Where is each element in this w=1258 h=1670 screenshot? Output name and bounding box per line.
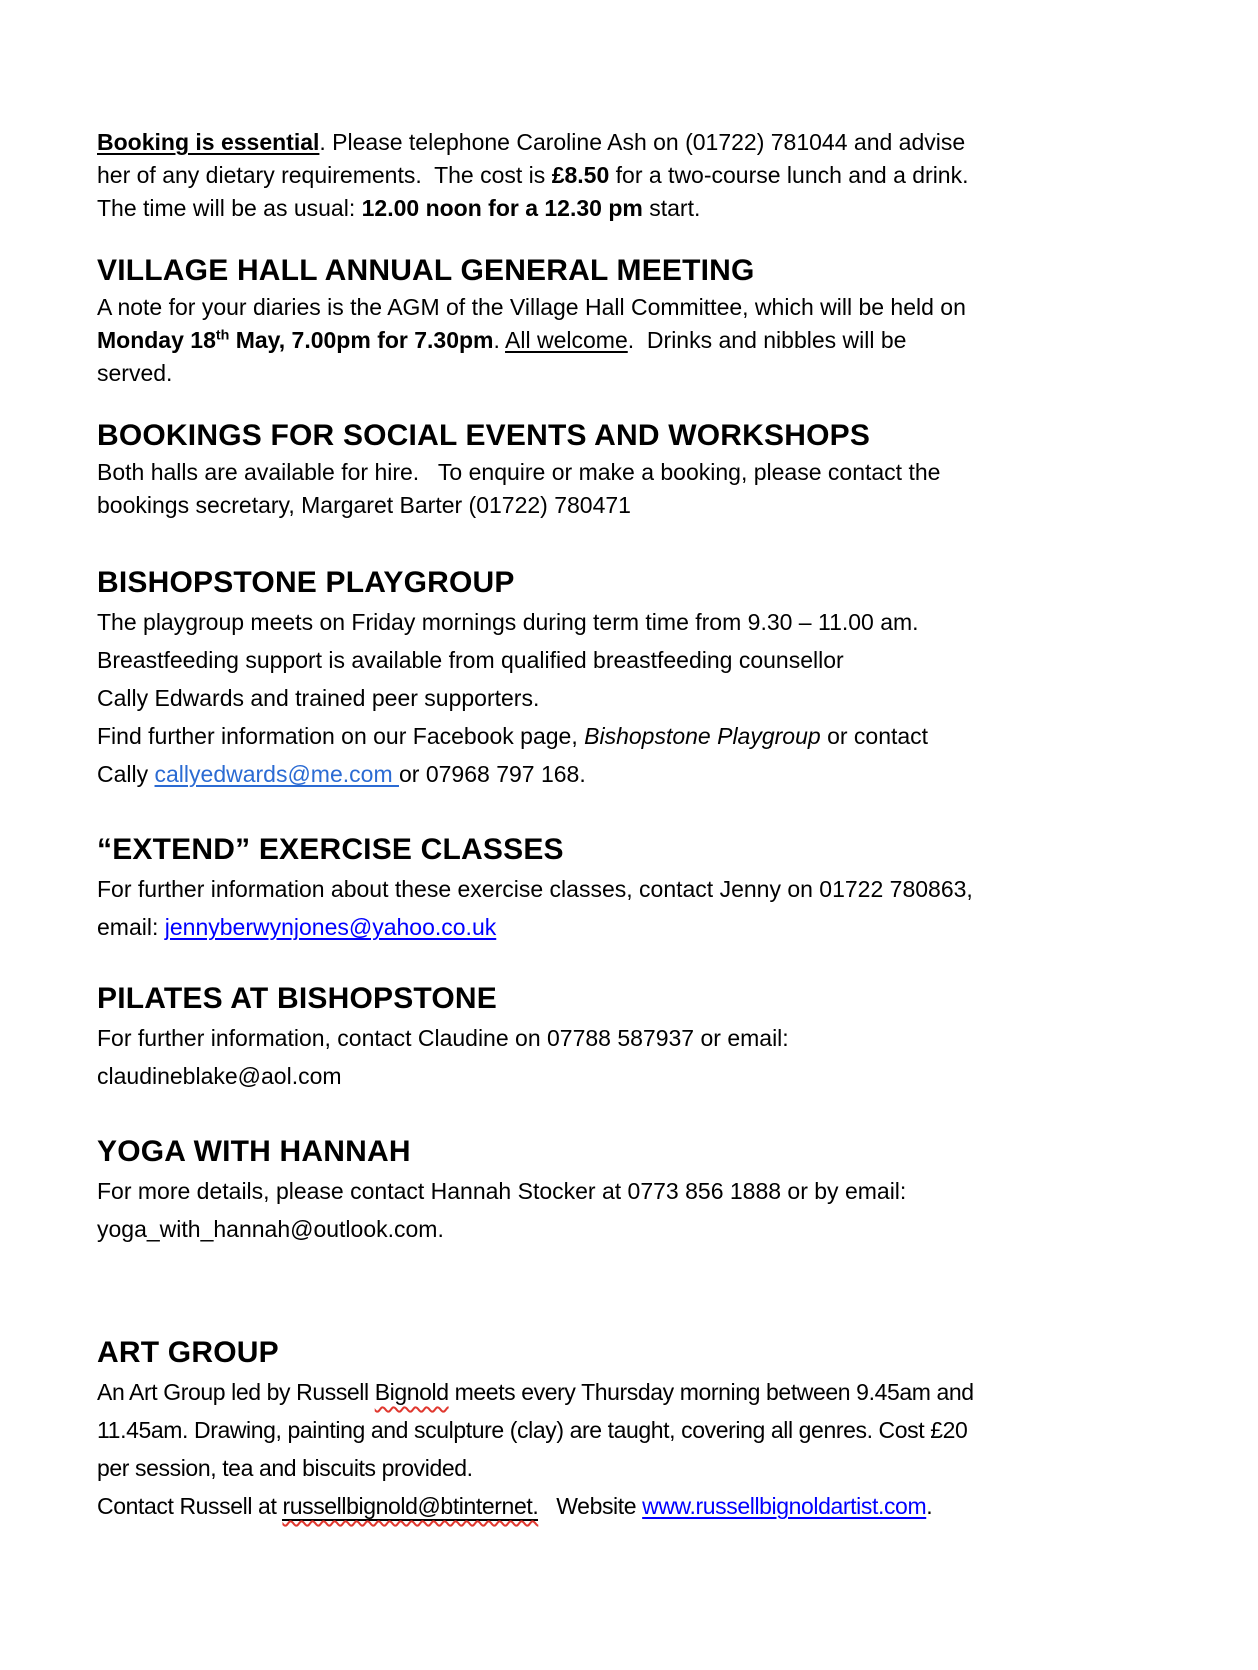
- section-social-bookings: [97, 417, 1168, 522]
- heading-art-group: ART GROUP: [97, 1336, 279, 1369]
- text-run: .: [926, 1493, 933, 1519]
- text-run: Cally: [97, 761, 155, 787]
- text-run: 11.45am. Drawing, painting and sculpture (clay) are taught, covering all genres. Cost £20: [97, 1417, 968, 1443]
- text-run: or 07968 797 168.: [399, 761, 586, 787]
- heading-village-hall-agm: VILLAGE HALL ANNUAL GENERAL MEETING: [97, 254, 755, 287]
- document-body: [97, 126, 1168, 1525]
- text-run: meets every Thursday morning between 9.45am and: [448, 1379, 974, 1405]
- text-run: . Drinks and nibbles will be: [627, 327, 907, 353]
- text-run: email:: [97, 914, 165, 940]
- text-run: yoga_with_hannah@outlook.com.: [97, 1216, 444, 1242]
- text-run: 12.00 noon for a 12.30 pm: [361, 195, 643, 221]
- paragraph: [97, 456, 1168, 522]
- heading-yoga: YOGA WITH HANNAH: [97, 1135, 411, 1168]
- text-run: £8.50: [551, 162, 610, 188]
- heading-pilates: PILATES AT BISHOPSTONE: [97, 982, 497, 1015]
- heading-social-bookings: BOOKINGS FOR SOCIAL EVENTS AND WORKSHOPS: [97, 419, 871, 452]
- paragraph: [97, 1019, 1168, 1095]
- text-run: . Please telephone Caroline Ash on (01722) 781044 and advise: [319, 129, 966, 155]
- text-run: bookings secretary, Margaret Barter (01722) 780471: [97, 492, 631, 518]
- paragraph: [97, 1373, 1168, 1525]
- text-run: served.: [97, 360, 173, 386]
- extend-email-link[interactable]: jennyberwynjones@yahoo.co.uk: [164, 914, 497, 940]
- text-run: For further information, contact Claudine on 07788 587937 or email:: [97, 1025, 789, 1051]
- section-pilates: [97, 980, 1168, 1095]
- playgroup-email-link[interactable]: callyedwards@me.com: [154, 761, 399, 787]
- text-run: For further information about these exercise classes, contact Jenny on 01722 780863,: [97, 876, 973, 902]
- text-run: Find further information on our Facebook page,: [97, 723, 585, 749]
- section-yoga: [97, 1133, 1168, 1248]
- art-email-text: russellbignold@btinternet.: [282, 1493, 539, 1519]
- section-village-hall-agm: [97, 252, 1168, 390]
- paragraph: [97, 870, 1168, 946]
- section-bishopstone-playgroup: [97, 564, 1168, 793]
- text-run: For more details, please contact Hannah Stocker at 0773 856 1888 or by email:: [97, 1178, 907, 1204]
- art-website-link[interactable]: www.russellbignoldartist.com: [642, 1493, 927, 1519]
- text-run: for a two-course lunch and a drink.: [609, 162, 969, 188]
- text-run: or contact: [820, 723, 929, 749]
- text-run: The time will be as usual:: [97, 195, 362, 221]
- text-run: Contact Russell at: [97, 1493, 283, 1519]
- text-run: her of any dietary requirements. The cost is: [97, 162, 552, 188]
- text-run: A note for your diaries is the AGM of the Village Hall Committee, which will be held on: [97, 294, 966, 320]
- text-run: The playgroup meets on Friday mornings during term time from 9.30 – 11.00 am.: [97, 609, 919, 635]
- text-run: Cally Edwards and trained peer supporters.: [97, 685, 540, 711]
- text-run: per session, tea and biscuits provided.: [97, 1455, 473, 1481]
- text-run: Breastfeeding support is available from qualified breastfeeding counsellor: [97, 647, 844, 673]
- text-run: Bishopstone Playgroup: [584, 723, 821, 749]
- paragraph: [97, 291, 1168, 390]
- paragraph: [97, 126, 1168, 225]
- misspelled-word: Bignold: [374, 1379, 449, 1405]
- section-art-group: [97, 1334, 1168, 1525]
- paragraph: [97, 1172, 1168, 1248]
- text-run: Website: [538, 1493, 643, 1519]
- text-run: start.: [642, 195, 701, 221]
- text-run: May, 7.00pm for 7.30pm: [229, 327, 494, 353]
- text-run: An Art Group led by Russell: [97, 1379, 375, 1405]
- text-run: Both halls are available for hire. To enquire or make a booking, please contact the: [97, 459, 941, 485]
- text-run: Monday 18: [97, 327, 216, 353]
- text-run: All welcome: [505, 327, 628, 353]
- section-booking-notice: [97, 126, 1168, 225]
- text-run: .: [493, 327, 506, 353]
- section-extend-exercise: [97, 831, 1168, 946]
- paragraph: [97, 603, 1168, 793]
- booking-essential-emphasis: Booking is essential: [97, 129, 320, 155]
- heading-bishopstone-playgroup: BISHOPSTONE PLAYGROUP: [97, 566, 515, 599]
- text-run: claudineblake@aol.com: [97, 1063, 342, 1089]
- text-run: th: [215, 327, 230, 344]
- heading-extend-exercise: “EXTEND” EXERCISE CLASSES: [97, 833, 564, 866]
